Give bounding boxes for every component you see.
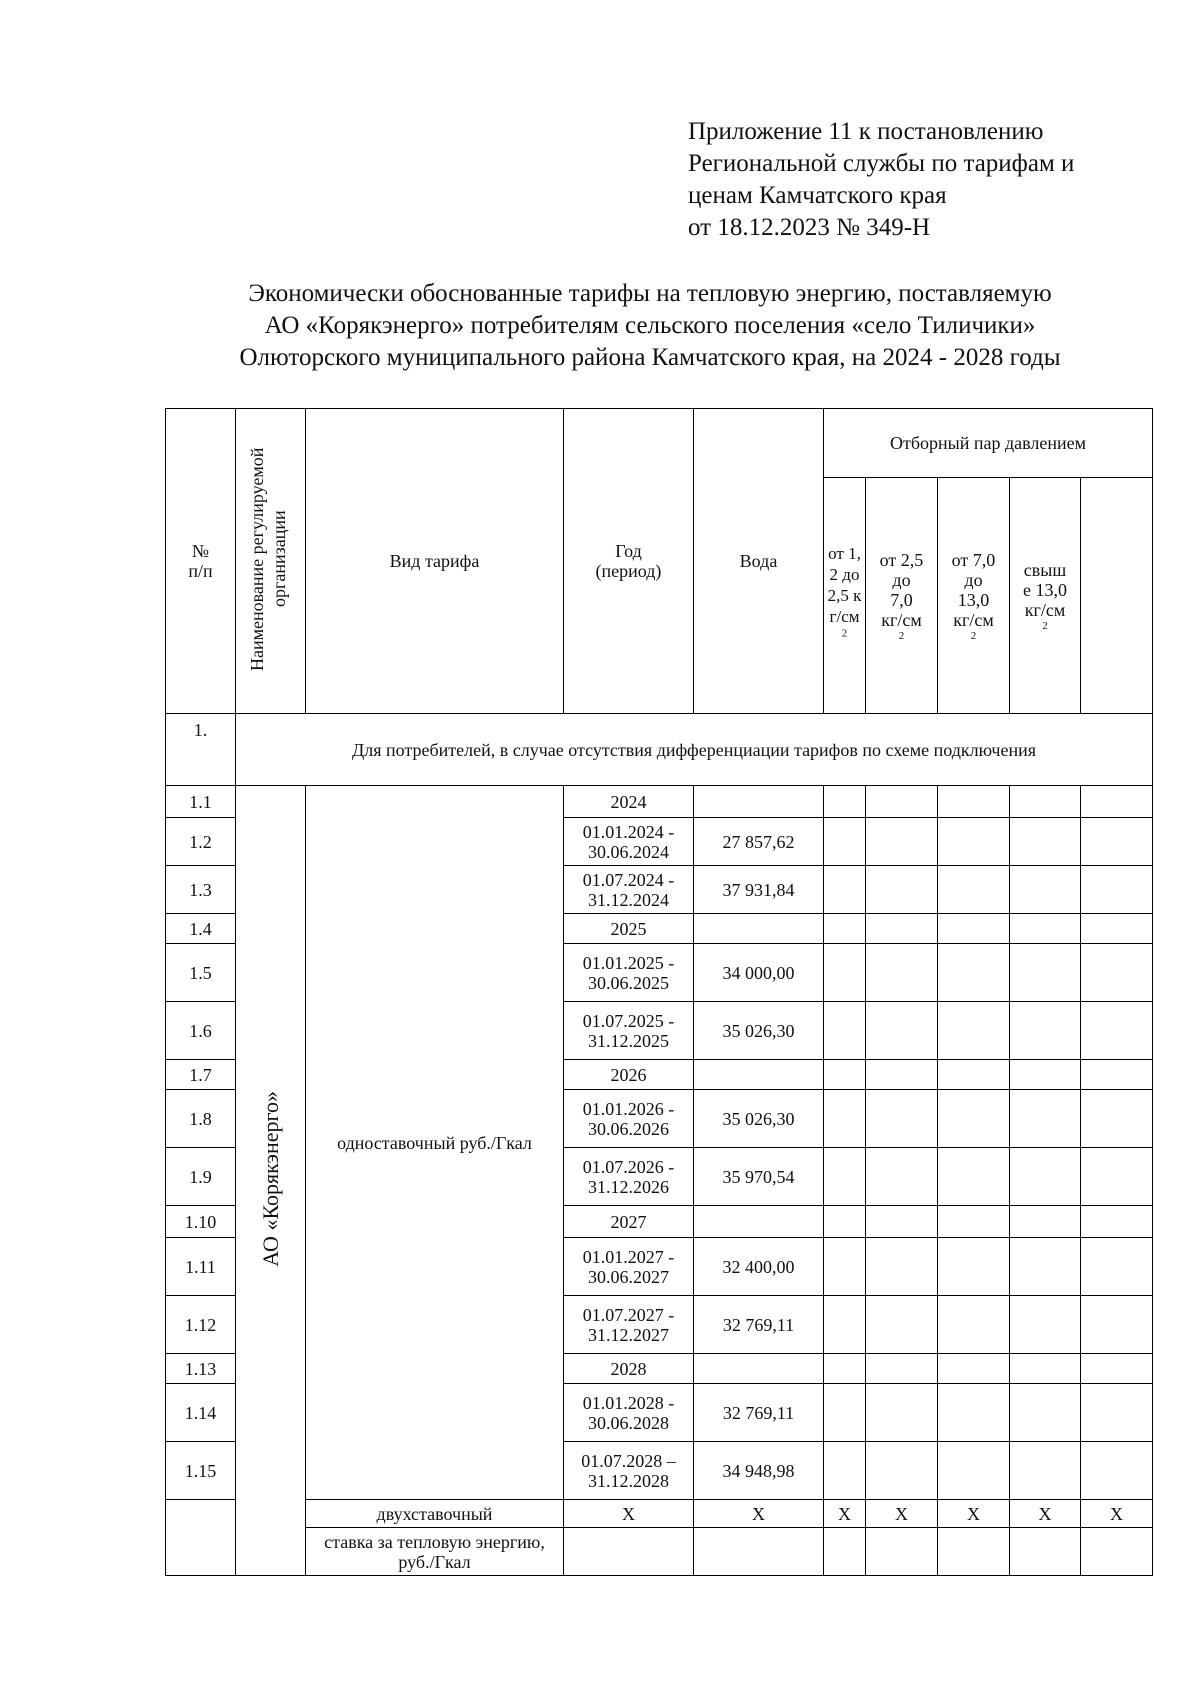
row-number: 1.14 — [166, 1384, 236, 1442]
header-pressure-2.5-7 — [866, 478, 938, 714]
period-cell: 01.07.2026 - 31.12.2026 — [564, 1148, 694, 1206]
water-value: 34 000,00 — [694, 944, 824, 1002]
water-value — [694, 1354, 824, 1384]
empty-cell — [1081, 786, 1153, 818]
empty-cell — [938, 1206, 1010, 1238]
empty-cell — [938, 1384, 1010, 1442]
row-number: 1.7 — [166, 1060, 236, 1090]
empty-cell — [824, 866, 866, 914]
section-heading: Для потребителей, в случае отсутствия дифференциации тарифов по схеме подключения — [236, 714, 1153, 786]
row-number: 1.11 — [166, 1238, 236, 1296]
period-cell: 2028 — [564, 1354, 694, 1384]
pressure-text: е 13,0 — [1023, 579, 1067, 600]
water-value — [694, 1060, 824, 1090]
pressure-text: 13,0 — [957, 589, 990, 610]
title-line: Олюторского муниципального района Камчатского края, на 2024 - 2028 годы — [239, 344, 1061, 371]
organization-name: АО «Корякэнерго» — [257, 1090, 283, 1267]
x-mark: Х — [866, 1500, 938, 1528]
empty-cell — [1010, 866, 1081, 914]
empty-cell — [824, 786, 866, 818]
water-value — [694, 914, 824, 944]
water-value: 35 026,30 — [694, 1090, 824, 1148]
row-number: 1.13 — [166, 1354, 236, 1384]
empty-cell — [866, 1002, 938, 1060]
header-num-symbol: № — [191, 541, 210, 561]
water-value: 37 931,84 — [694, 866, 824, 914]
empty-cell — [1010, 786, 1081, 818]
pressure-text: от 1,2 до 2,5 кг/см — [827, 544, 862, 626]
empty-cell — [866, 1528, 938, 1576]
empty-cell — [1081, 1354, 1153, 1384]
empty-cell — [866, 1442, 938, 1500]
empty-cell — [938, 1354, 1010, 1384]
empty-cell — [1010, 1296, 1081, 1354]
empty-cell — [866, 866, 938, 914]
empty-cell — [824, 914, 866, 944]
empty-cell — [1010, 914, 1081, 944]
water-value: 32 769,11 — [694, 1384, 824, 1442]
row-number: 1.3 — [166, 866, 236, 914]
empty-cell — [938, 1060, 1010, 1090]
empty-cell — [824, 1296, 866, 1354]
empty-cell — [938, 1442, 1010, 1500]
empty-cell — [1010, 1384, 1081, 1442]
energy-rate-label: ставка за тепловую энергию, руб./Гкал — [306, 1528, 564, 1576]
period-cell: 01.07.2025 - 31.12.2025 — [564, 1002, 694, 1060]
empty-cell — [938, 944, 1010, 1002]
empty-cell — [1010, 1148, 1081, 1206]
period-cell: 2025 — [564, 914, 694, 944]
pressure-sup: 2 — [841, 627, 848, 640]
period-cell: 2027 — [564, 1206, 694, 1238]
section-number: 1. — [166, 714, 236, 786]
empty-cell — [1081, 1238, 1153, 1296]
appendix-line: ценам Камчатского края — [688, 182, 947, 209]
empty-cell — [1010, 1060, 1081, 1090]
row-number: 1.9 — [166, 1148, 236, 1206]
water-value: 27 857,62 — [694, 818, 824, 866]
title-line: Экономически обоснованные тарифы на тепловую энергию, поставляемую — [248, 280, 1052, 307]
empty-cell — [866, 1384, 938, 1442]
empty-cell — [938, 866, 1010, 914]
empty-cell — [1081, 866, 1153, 914]
empty-cell — [1081, 1442, 1153, 1500]
period-cell: 01.01.2025 - 30.06.2025 — [564, 944, 694, 1002]
title-line: АО «Корякэнерго» потребителям сельского поселения «село Тиличики» — [264, 312, 1036, 339]
empty-cell — [938, 914, 1010, 944]
pressure-text: кг/см — [881, 609, 922, 630]
appendix-line: Приложение 11 к постановлению — [688, 118, 1044, 145]
empty-cell — [1010, 818, 1081, 866]
period-cell: 01.07.2024 - 31.12.2024 — [564, 866, 694, 914]
pressure-text: 7,0 — [890, 589, 913, 610]
empty-cell — [866, 1060, 938, 1090]
empty-cell — [866, 1206, 938, 1238]
period-cell: 2024 — [564, 786, 694, 818]
water-value — [694, 786, 824, 818]
header-year — [564, 409, 694, 714]
pressure-text: кг/см — [1024, 599, 1066, 620]
header-pressure-1-2.5-label — [824, 543, 865, 648]
empty-cell — [1010, 1206, 1081, 1238]
empty-cell — [824, 1002, 866, 1060]
empty-cell — [1081, 1384, 1153, 1442]
empty-cell — [824, 1206, 866, 1238]
empty-cell — [824, 818, 866, 866]
header-pressure-over-13 — [1010, 478, 1081, 714]
organization-name-cell — [236, 786, 306, 1576]
empty-cell — [1081, 1148, 1153, 1206]
empty-cell — [866, 1090, 938, 1148]
row-number: 1.8 — [166, 1090, 236, 1148]
period-cell: 01.01.2024 - 30.06.2024 — [564, 818, 694, 866]
empty-cell — [1010, 1238, 1081, 1296]
header-tariff-type: Вид тарифа — [306, 409, 564, 714]
period-cell: 01.07.2028 – 31.12.2028 — [564, 1442, 694, 1500]
pressure-sub: 2 — [970, 629, 977, 642]
two-rate-label: двухставочный — [306, 1500, 564, 1528]
empty-cell — [1081, 1090, 1153, 1148]
water-value — [694, 1206, 824, 1238]
header-num — [166, 409, 236, 714]
x-mark: Х — [938, 1500, 1010, 1528]
x-mark: Х — [564, 1500, 694, 1528]
empty-cell — [1010, 1442, 1081, 1500]
x-mark: Х — [1081, 1500, 1153, 1528]
period-cell: 01.07.2027 - 31.12.2027 — [564, 1296, 694, 1354]
period-cell: 01.01.2028 - 30.06.2028 — [564, 1384, 694, 1442]
pressure-text: свыш — [1023, 559, 1067, 580]
row-number: 1.4 — [166, 914, 236, 944]
empty-cell — [1081, 1528, 1153, 1576]
appendix-reference — [688, 116, 1074, 244]
empty-cell — [1010, 1002, 1081, 1060]
appendix-line: от 18.12.2023 № 349-Н — [688, 214, 931, 241]
pressure-text: от 7,0 — [951, 549, 996, 570]
empty-cell — [938, 1002, 1010, 1060]
empty-cell — [938, 1148, 1010, 1206]
empty-cell — [824, 1148, 866, 1206]
header-pressure-1-2.5 — [824, 478, 866, 714]
empty-cell — [866, 1296, 938, 1354]
empty-cell — [824, 1060, 866, 1090]
water-value: 34 948,98 — [694, 1442, 824, 1500]
x-mark: Х — [1010, 1500, 1081, 1528]
empty-cell — [824, 1090, 866, 1148]
row-number: 1.6 — [166, 1002, 236, 1060]
empty-cell — [824, 1528, 866, 1576]
empty-cell — [938, 1296, 1010, 1354]
pressure-sub: 2 — [898, 629, 905, 642]
empty-cell — [866, 944, 938, 1002]
empty-cell — [938, 1238, 1010, 1296]
row-number: 1.1 — [166, 786, 236, 818]
water-value: 32 769,11 — [694, 1296, 824, 1354]
header-pressure-7-13 — [938, 478, 1010, 714]
empty-cell — [1081, 914, 1153, 944]
empty-cell — [1010, 1528, 1081, 1576]
single-rate-label: одноставочный руб./Гкал — [306, 786, 564, 1500]
document-title — [150, 278, 1150, 374]
row-number: 1.10 — [166, 1206, 236, 1238]
empty-cell — [1010, 1090, 1081, 1148]
empty-cell — [866, 914, 938, 944]
empty-cell — [938, 786, 1010, 818]
header-period-label: (период) — [595, 561, 662, 581]
header-year-label: Год — [615, 541, 642, 561]
empty-cell — [938, 1090, 1010, 1148]
empty-cell — [866, 1354, 938, 1384]
empty-cell — [824, 944, 866, 1002]
tariff-table — [165, 408, 1153, 1576]
period-cell: 01.01.2026 - 30.06.2026 — [564, 1090, 694, 1148]
row-number: 1.12 — [166, 1296, 236, 1354]
header-organization-label: Наименование регулируемой организации — [246, 447, 289, 671]
empty-cell — [694, 1528, 824, 1576]
appendix-line: Региональной службы по тарифам и — [688, 150, 1075, 177]
empty-cell — [1081, 1206, 1153, 1238]
empty-cell — [1081, 1060, 1153, 1090]
pressure-sub: 2 — [1042, 619, 1048, 632]
water-value: 35 026,30 — [694, 1002, 824, 1060]
empty-cell — [824, 1442, 866, 1500]
empty-cell — [866, 786, 938, 818]
water-value: 35 970,54 — [694, 1148, 824, 1206]
pressure-text: кг/см — [953, 609, 994, 630]
empty-cell — [824, 1384, 866, 1442]
header-organization — [236, 409, 306, 714]
empty-cell — [1010, 944, 1081, 1002]
empty-cell — [564, 1528, 694, 1576]
empty-cell — [866, 1148, 938, 1206]
x-mark: Х — [824, 1500, 866, 1528]
header-water: Вода — [694, 409, 824, 714]
row-number-empty — [166, 1500, 236, 1576]
empty-cell — [824, 1238, 866, 1296]
row-number: 1.5 — [166, 944, 236, 1002]
row-number: 1.15 — [166, 1442, 236, 1500]
pressure-text: от 2,5 — [879, 549, 924, 570]
empty-cell — [866, 818, 938, 866]
period-cell: 01.01.2027 - 30.06.2027 — [564, 1238, 694, 1296]
empty-cell — [1010, 1354, 1081, 1384]
pressure-text: до — [892, 569, 911, 590]
empty-cell — [938, 1528, 1010, 1576]
empty-cell — [866, 1238, 938, 1296]
x-mark: Х — [694, 1500, 824, 1528]
header-num-abbr: п/п — [188, 561, 213, 581]
empty-cell — [824, 1354, 866, 1384]
empty-cell — [1081, 818, 1153, 866]
empty-cell — [938, 818, 1010, 866]
empty-cell — [1081, 1002, 1153, 1060]
row-number: 1.2 — [166, 818, 236, 866]
pressure-text: до — [964, 569, 983, 590]
header-steam-group: Отборный пар давлением — [824, 409, 1153, 478]
empty-cell — [1081, 1296, 1153, 1354]
water-value: 32 400,00 — [694, 1238, 824, 1296]
period-cell: 2026 — [564, 1060, 694, 1090]
empty-cell — [1081, 944, 1153, 1002]
